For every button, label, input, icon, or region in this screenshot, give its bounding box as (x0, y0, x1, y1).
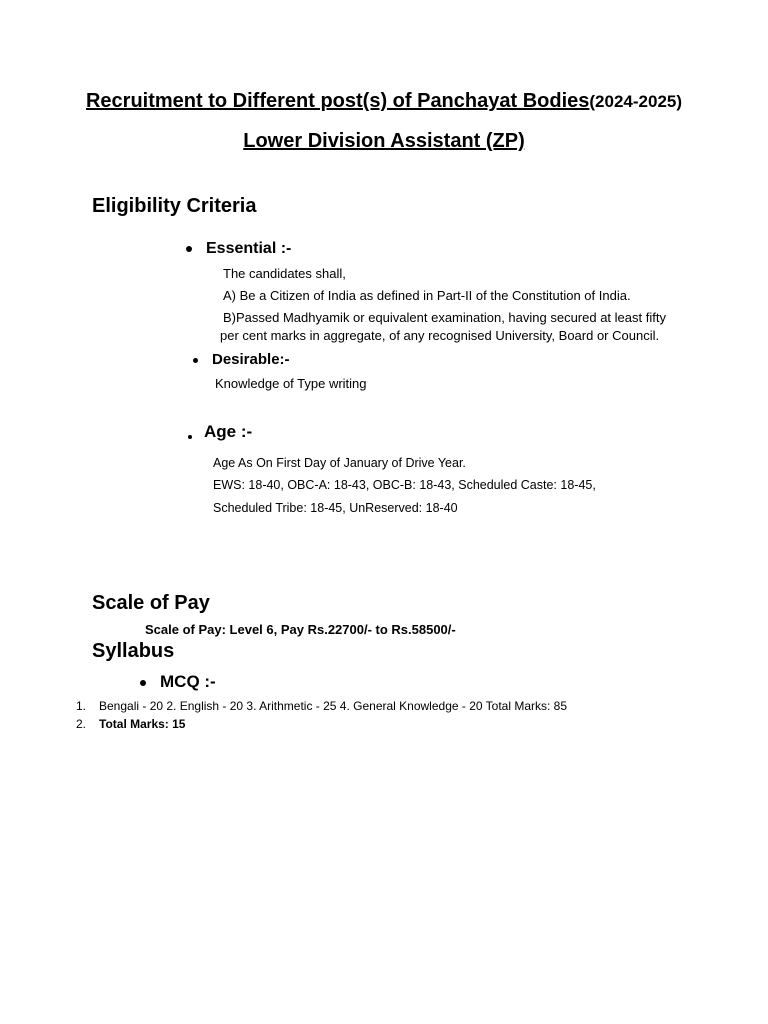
age-label: Age :- (204, 422, 253, 441)
bullet-icon (140, 680, 146, 686)
desirable-bullet (193, 351, 290, 368)
eligibility-heading: Eligibility Criteria (92, 195, 257, 217)
age-line1: Age As On First Day of January of Drive Year. (213, 456, 466, 470)
bullet-icon (188, 435, 192, 439)
page-title (0, 90, 768, 113)
mcq-bullet (140, 672, 216, 692)
list-item-text: Total Marks: 15 (99, 717, 186, 731)
desirable-text: Knowledge of Type writing (215, 376, 367, 391)
essential-intro: The candidates shall, (223, 266, 346, 281)
essential-point-b-line1: B)Passed Madhyamik or equivalent examination, having secured at least fifty (223, 310, 666, 325)
title-main: Recruitment to Different post(s) of Panchayat Bodies (85, 90, 590, 112)
list-item (76, 699, 568, 713)
age-bullet (188, 422, 252, 442)
essential-point-b-line2: per cent marks in aggregate, of any recognised University, Board or Council. (220, 328, 660, 343)
essential-label: Essential :- (206, 240, 292, 257)
bullet-icon (186, 246, 192, 252)
title-year: (2024-2025) (589, 92, 683, 111)
mcq-label: MCQ :- (160, 672, 216, 691)
page-subtitle: Lower Division Assistant (ZP) (243, 130, 525, 152)
list-item-number: 2. (76, 717, 87, 731)
pay-heading: Scale of Pay (92, 592, 210, 614)
list-item-number: 1. (76, 699, 87, 713)
desirable-label: Desirable:- (212, 351, 290, 368)
essential-bullet (186, 240, 291, 258)
syllabus-heading: Syllabus (92, 640, 175, 662)
pay-text: Scale of Pay: Level 6, Pay Rs.22700/- to Rs.58500/- (145, 622, 456, 637)
essential-point-a: A) Be a Citizen of India as defined in Part-II of the Constitution of India. (223, 288, 631, 303)
age-line3: Scheduled Tribe: 18-45, UnReserved: 18-40 (213, 501, 458, 515)
list-item-text: Bengali - 20 2. English - 20 3. Arithmetic - 25 4. General Knowledge - 20 Total Marks: 85 (99, 699, 568, 713)
list-item (76, 717, 186, 731)
bullet-icon (193, 358, 198, 363)
age-line2: EWS: 18-40, OBC-A: 18-43, OBC-B: 18-43, Scheduled Caste: 18-45, (213, 478, 596, 492)
